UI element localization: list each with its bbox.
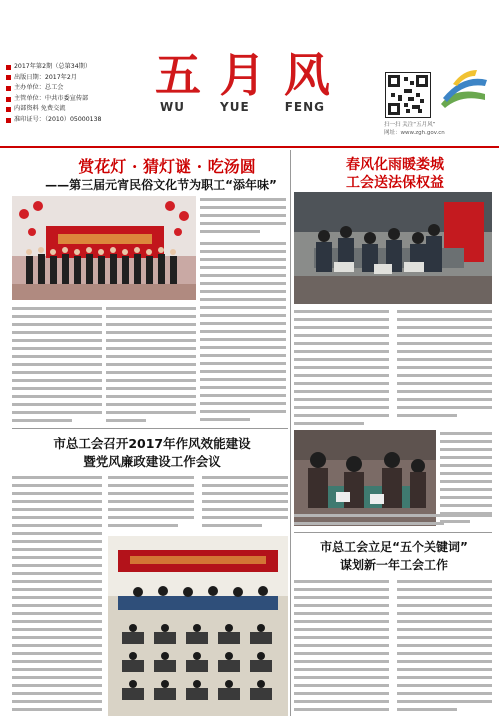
keywords-article-title-line2: 谋划新一年工会工作 [339, 558, 448, 572]
photo-caption [294, 512, 492, 530]
lantern-article-subtitle: ——第三届元宵民俗文化节为职工“添年味” [45, 178, 277, 192]
issue-meta [6, 62, 156, 126]
meta-row: 主管单位：中共市委宣传部 [6, 94, 156, 105]
meta-row: 主办单位：总工会 [6, 83, 156, 94]
header-note: 扫一扫 关注“五月风” 网址：www.zgh.gov.cn [384, 122, 445, 136]
section-divider [12, 428, 288, 429]
warmth-article-title-line1: 春风化雨暖娄城 [346, 157, 444, 173]
meeting-text-top [108, 474, 288, 530]
meeting-article-title-line2: 暨党风廉政建设工作会议 [83, 454, 221, 469]
meeting-photo [108, 536, 288, 716]
warmth-article-title-line2: 工会送法保权益 [346, 175, 444, 191]
masthead-pinyin: FENG [284, 100, 325, 114]
column-divider [290, 150, 291, 716]
meeting-article-title-line1: 市总工会召开2017年作风效能建设 [53, 436, 251, 451]
warmth-text [294, 308, 492, 426]
lantern-text-col2 [106, 306, 196, 424]
union-logo-icon [433, 60, 493, 120]
masthead-char: 五 [155, 48, 201, 102]
masthead-pinyin: YUE [220, 100, 250, 114]
meeting-text-col1 [12, 474, 102, 716]
qr-code-icon[interactable] [385, 72, 431, 118]
header-divider [0, 146, 499, 148]
meta-row: 2017年第2期（总第34期） [6, 62, 156, 73]
masthead-char: 风 [284, 48, 330, 102]
meta-row: 内部资料 免费交流 [6, 104, 156, 115]
lantern-text-col1 [12, 306, 102, 424]
keywords-article-title-line1: 市总工会立足“五个关键词” [320, 540, 468, 554]
lantern-text-col3 [200, 196, 286, 424]
keywords-text [294, 578, 492, 716]
section-divider [294, 532, 492, 533]
meta-row: 出版日期：2017年2月 [6, 73, 156, 84]
masthead [150, 50, 335, 114]
lantern-festival-photo [12, 196, 196, 300]
legal-aid-photo [294, 192, 492, 304]
lantern-article-title: 赏花灯 · 猜灯谜 · 吃汤圆 [78, 157, 256, 176]
masthead-char: 月 [219, 48, 266, 102]
meta-row: 准印证号：（2010）05000138 [6, 115, 156, 126]
masthead-pinyin: WU [160, 100, 185, 114]
